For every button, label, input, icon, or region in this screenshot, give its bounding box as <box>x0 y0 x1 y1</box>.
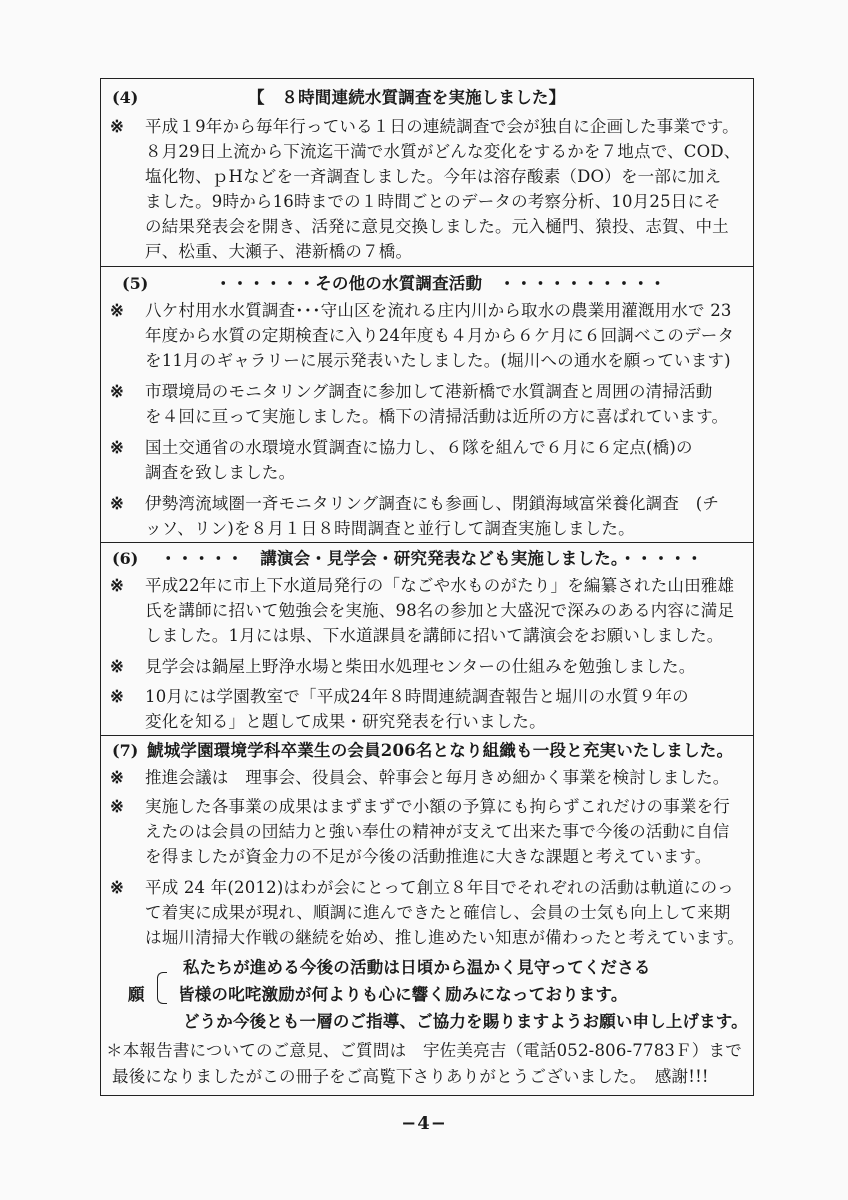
bullet-mark: ※ <box>110 494 124 513</box>
text-line: 平成 24 年(2012)はわが会にとって創立８年目でそれぞれの活動は軌道にのっ <box>145 878 734 897</box>
text-line: 八ケ村用水水質調査･･･守山区を流れる庄内川から取水の農業用灌漑用水で 23 <box>145 301 732 320</box>
bullet-mark: ※ <box>110 438 124 457</box>
section-title: 鯱城学園環境学科卒業生の会員206名となり組織も一段と充実いたしました。 <box>147 741 734 760</box>
text-line: を４回に亘って実施しました。橋下の清掃活動は近所の方に喜ばれています。 <box>145 407 729 426</box>
bullet-mark: ※ <box>110 301 124 320</box>
wish-bracket <box>157 972 167 1004</box>
section-number: (6) <box>112 549 139 568</box>
text-line: 実施した各事業の成果はまずまずで小額の予算にも拘らずこれだけの事業を行 <box>145 797 730 816</box>
section-number: (4) <box>112 88 139 107</box>
text-line: 調査を致しました。 <box>145 463 296 482</box>
text-line: 年度から水質の定期検査に入り24年度も４月から６ケ月に６回調べこのデータ <box>145 326 735 345</box>
wish-line: どうか今後とも一層のご指導、ご協力を賜りますようお願い申し上げます。 <box>183 1012 748 1031</box>
text-line: 平成22年に市上下水道局発行の「なごや水ものがたり」を編纂された山田雅雄 <box>145 576 735 595</box>
text-line: を11月のギャラリーに展示発表いたしました。(堀川への通水を願っています) <box>145 351 731 370</box>
page-number: −4− <box>401 1113 447 1134</box>
wish-line: 皆様の叱咤激励が何よりも心に響く励みになっております。 <box>178 985 628 1004</box>
text-line: 塩化物、ｐHなどを一斉調査しました。今年は溶存酸素（DO）を一部に加え <box>145 167 722 186</box>
wish-line: 私たちが進める今後の活動は日頃から温かく見守ってくださる <box>183 958 651 977</box>
section-divider <box>100 735 754 736</box>
section-number: (5) <box>122 274 149 293</box>
section-divider <box>100 542 754 543</box>
bullet-mark: ※ <box>110 382 124 401</box>
section-divider <box>100 266 754 267</box>
text-line: 変化を知る」と題して成果・研究発表を行いました。 <box>145 712 546 731</box>
contact-note: ＊本報告書についてのご意見、ご質問は 宇佐美亮吉（電話052-806-7783Ｆ）まで <box>106 1041 742 1060</box>
text-line: は堀川清掃大作戦の継続を始め、推し進めたい知恵が備わったと考えています。 <box>145 928 745 947</box>
section-title: 【 ８時間連続水質調査を実施しました】 <box>248 88 566 107</box>
text-line: ッソ、リン)を８月１日８時間調査と並行して調査実施しました。 <box>145 519 635 538</box>
closing-note: 最後になりましたがこの冊子をご高覧下さりありがとうございました。 感謝!!! <box>112 1067 709 1086</box>
section-title: ・・・・・ 講演会・見学会・研究発表なども実施しました。・・・・・ <box>160 549 703 568</box>
text-line: を得ましたが資金力の不足が今後の活動推進に大きな課題と考えています。 <box>145 847 712 866</box>
bullet-mark: ※ <box>110 657 124 676</box>
section-number: (7) <box>112 741 139 760</box>
text-line: 市環境局のモニタリング調査に参加して港新橋で水質調査と周囲の清掃活動 <box>145 382 713 401</box>
text-line: 伊勢湾流域圏一斉モニタリング調査にも参画し、閉鎖海域富栄養化調査 (チ <box>145 494 720 513</box>
text-line: て着実に成果が現れ、順調に進んできたと確信し、会員の士気も向上して来期 <box>145 903 731 922</box>
bullet-mark: ※ <box>110 768 124 787</box>
text-line: ８月29日上流から下流迄干満で水質がどんな変化をするかを７地点で、COD、 <box>145 142 741 161</box>
text-line: 10月には学園教室で「平成24年８時間連続調査報告と堀川の水質９年の <box>145 687 689 706</box>
text-line: 戸、松重、大瀬子、港新橋の７橋。 <box>145 242 413 261</box>
wish-label: 願 <box>128 985 145 1004</box>
text-line: の結果発表会を開き、活発に意見交換しました。元入樋門、猿投、志賀、中土 <box>145 217 729 236</box>
text-line: ました。9時から16時までの１時間ごとのデータの考察分析、10月25日にそ <box>145 192 721 211</box>
text-line: 見学会は鍋屋上野浄水場と柴田水処理センターの仕組みを勉強しました。 <box>145 657 696 676</box>
text-line: しました。1月には県、下水道課員を講師に招いて講演会をお願いしました。 <box>145 626 724 645</box>
bullet-mark: ※ <box>110 117 124 136</box>
text-line: えたのは会員の団結力と強い奉仕の精神が支えて出来た事で今後の活動に自信 <box>145 822 730 841</box>
text-line: 推進会議は 理事会、役員会、幹事会と毎月きめ細かく事業を検討しました。 <box>145 768 730 787</box>
section-title: ・・・・・・その他の水質調査活動 ・・・・・・・・・・ <box>215 274 666 293</box>
bullet-mark: ※ <box>110 576 124 595</box>
bullet-mark: ※ <box>110 687 124 706</box>
bullet-mark: ※ <box>110 878 124 897</box>
text-line: 平成１9年から毎年行っている１日の連続調査で会が独自に企画した事業です。 <box>145 117 739 136</box>
text-line: 氏を講師に招いて勉強会を実施、98名の参加と大盛況で深みのある内容に満足 <box>145 601 735 620</box>
text-line: 国土交通省の水環境水質調査に協力し、６隊を組んで６月に６定点(橋)の <box>145 438 693 457</box>
bullet-mark: ※ <box>110 797 124 816</box>
